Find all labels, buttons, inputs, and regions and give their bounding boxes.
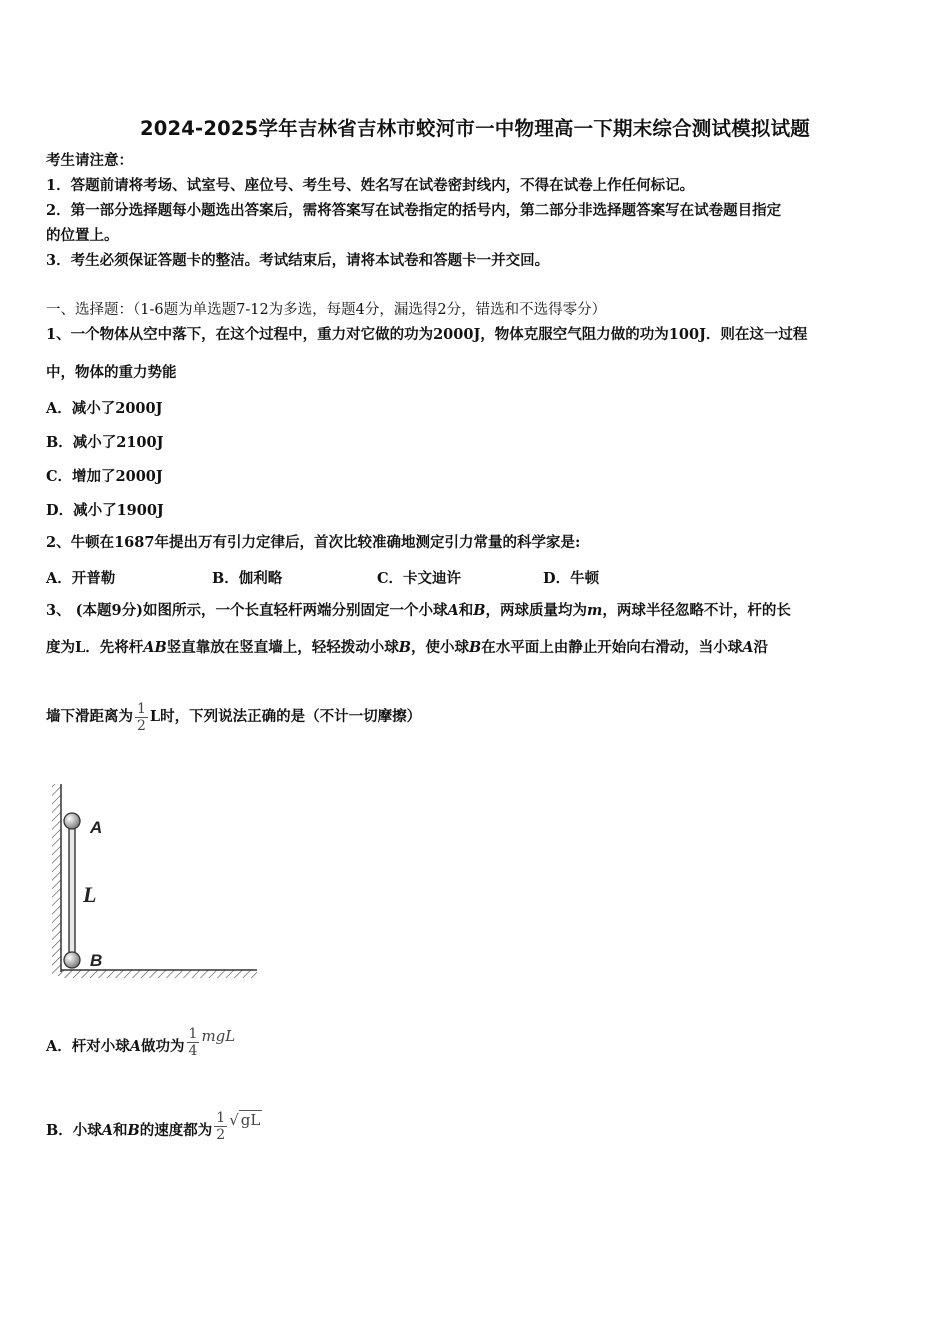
notice-item-1: 1．答题前请将考场、试室号、座位号、考生号、姓名写在试卷密封线内，不得在试卷上作任何标记。 xyxy=(46,177,695,194)
q2-option-d: D．牛顿 xyxy=(543,570,600,587)
fraction-half: $\frac{1}{2}$ xyxy=(137,700,146,734)
notice-item-3: 3．考生必须保证答题卡的整洁。考试结束后，请将本试卷和答题卡一并交回。 xyxy=(46,252,550,269)
page-title: 2024-2025学年吉林省吉林市蛟河市一中物理高一下期末综合测试模拟试题 xyxy=(139,117,811,140)
q1-option-c: C．增加了2000J xyxy=(46,468,163,485)
ball-b xyxy=(64,952,80,968)
q3-option-a: A．杆对小球A做功为 $\frac{1}{4}$ mgL xyxy=(46,1026,236,1059)
label-l: L xyxy=(83,882,97,907)
q2-option-b: B．伽利略 xyxy=(212,570,283,587)
q3-stem-line1: 3、 (本题9分)如图所示，一个长直轻杆两端分别固定一个小球A和B，两球质量均为m，两球半径忽略不计，杆的长 xyxy=(46,602,791,619)
floor-hatching xyxy=(61,970,257,978)
wall-hatching xyxy=(52,784,61,976)
q3-stem-line3: 墙下滑距离为 $\frac{1}{2}$ L时，下列说法正确的是（不计一切摩擦） xyxy=(46,700,422,734)
label-b: B xyxy=(90,951,103,970)
notice-item-2: 2．第一部分选择题每小题选出答案后，需将答案写在试卷指定的括号内，第二部分非选择题答案写在试卷题目指定 xyxy=(46,202,782,219)
q1-stem-line1: 1、一个物体从空中落下，在这个过程中，重力对它做的功为2000J，物体克服空气阻力做的功为100J．则在这一过程 xyxy=(46,326,808,343)
q1-option-d: D．减小了1900J xyxy=(46,502,164,519)
q3-stem-line2: 度为L．先将杆AB竖直靠放在竖直墙上，轻轻拨动小球B，使小球B在水平面上由静止开始向右滑动，当小球A沿 xyxy=(46,639,769,656)
rod xyxy=(69,824,75,960)
fraction-half-b: $\frac{1}{2}$ xyxy=(216,1110,226,1143)
q1-option-a: A．减小了2000J xyxy=(46,400,163,417)
notice-heading: 考生请注意： xyxy=(46,152,133,169)
section-heading: 一、选择题：（1-6题为单选题7-12为多选，每题4分，漏选得2分，错选和不选得零分） xyxy=(46,302,607,318)
q1-option-b: B．减小了2100J xyxy=(46,434,164,451)
sqrt-expression: √ gL xyxy=(229,1111,261,1129)
q2-stem: 2、牛顿在1687年提出万有引力定律后，首次比较准确地测定引力常量的科学家是: xyxy=(46,534,581,551)
q1-stem-line2: 中，物体的重力势能 xyxy=(46,364,177,381)
fraction-quarter: $\frac{1}{4}$ xyxy=(188,1026,198,1059)
q2-option-c: C．卡文迪许 xyxy=(377,570,462,587)
ball-a xyxy=(64,813,80,829)
q3-option-b: B．小球A和B的速度都为 $\frac{1}{2}$ √ gL xyxy=(46,1102,262,1149)
q2-option-a: A．开普勒 xyxy=(46,570,116,587)
rod-wall-figure xyxy=(50,780,262,980)
label-a: A xyxy=(90,818,103,837)
notice-item-2-cont: 的位置上。 xyxy=(46,227,119,244)
